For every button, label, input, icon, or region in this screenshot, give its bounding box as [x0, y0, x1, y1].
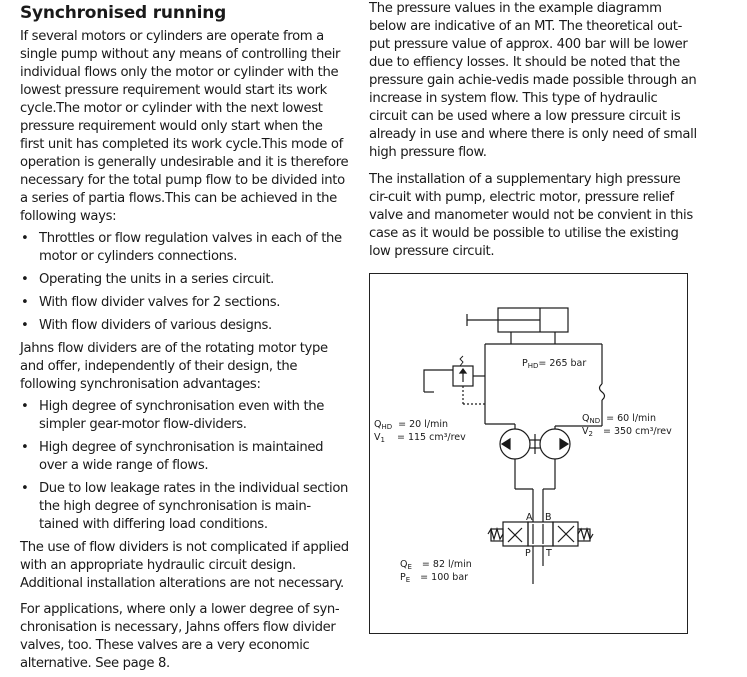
- intro-paragraph: If several motors or cylinders are operate from a single pump without any means of controlling their individual flows only the motor or cylinder with the lowest pressure requirement would start its work cycle.The motor or cylinder with the next lowest pressure requirement would only start when the first unit has completed its work cycle.This mode of operation is generally undesirable and it is therefore necessary for the total pump flow to be divided into a series of partia flows.This can be achieved in the following ways:: [20, 29, 349, 224]
- list-item: • High degree of synchronisation even with the simpler gear-motor flow-dividers.: [21, 399, 325, 432]
- svg-text:QE= 82 l/min: $Q_E = 82$ l/min: [400, 559, 472, 571]
- bullet-icon: •: [21, 440, 29, 455]
- flow-dividers-paragraph: The use of flow dividers is not complicated if applied with an appropriate hydraulic circuit design. Additional installation alterations are not necessary.: [20, 540, 349, 591]
- ways-list: [20, 230, 350, 335]
- advantages-list: [20, 398, 350, 534]
- list-item: • Operating the units in a series circuit.: [21, 272, 274, 287]
- port-a-label: A: [526, 512, 533, 523]
- bullet-icon: •: [21, 272, 29, 287]
- applications-paragraph: For applications, where only a lower degree of syn-chronisation is necessary, Jahns offers flow divider valves, too. These valves are a very economic alternative. See page 8.: [20, 602, 340, 671]
- port-t-label: T: [546, 548, 552, 559]
- spring-icon: [460, 356, 463, 366]
- installation-paragraph: The installation of a supplementary high pressure cir-cuit with pump, electric motor, pressure relief valve and manometer would not be convient in this case as it would be possible to utilise the existing low pressure circuit.: [369, 172, 693, 259]
- left-column: [20, 0, 350, 677]
- bullet-icon: •: [21, 399, 29, 414]
- hydraulic-circuit-diagram: [369, 273, 688, 634]
- svg-text:QND= 60 l/min: $Q_{ND} = 60$ l/min: [582, 413, 656, 425]
- list-item: • Due to low leakage rates in the individual section the high degree of synchronisation is main-tained with differing load conditions.: [21, 481, 349, 532]
- bullet-icon: •: [21, 318, 29, 333]
- svg-text:V2= 350 cm³/rev: $V_2 = 350$ cm³/rev: [582, 426, 672, 438]
- list-item: • With flow divider valves for 2 sections.: [21, 295, 281, 310]
- list-item: • High degree of synchronisation is maintained over a wide range of flows.: [21, 440, 324, 473]
- line-crossing-icon: [600, 384, 605, 400]
- svg-text:V1= 115 cm³/rev: $V_1 = 115$ cm³/rev: [374, 432, 466, 444]
- port-p-label: P: [525, 548, 531, 559]
- circuit-svg: [370, 274, 687, 633]
- directional-valve-icon: [488, 522, 593, 546]
- bullet-icon: •: [21, 481, 29, 496]
- svg-text:PHD= 265 bar: $P_{HD}= 265$ bar: [522, 358, 587, 370]
- jahns-intro-paragraph: Jahns flow dividers are of the rotating motor type and offer, independently of their design, the following synchronisation advantages:: [20, 341, 328, 392]
- svg-text:QHD= 20 l/min: $Q_{HD} = 20$ l/min: [374, 419, 448, 431]
- list-item: • Throttles or flow regulation valves in each of the motor or cylinders connections.: [21, 231, 342, 264]
- port-b-label: B: [545, 512, 552, 523]
- section-heading: Synchronised running: [20, 3, 227, 23]
- bullet-icon: •: [21, 295, 29, 310]
- list-item: • With flow dividers of various designs.: [21, 318, 272, 333]
- example-paragraph: The pressure values in the example diagramm below are indicative of an MT. The theoretical out-put pressure value of approx. 400 bar will be lower due to effiency losses. It should be noted that the pressure gain achie-vedis made possible through an increase in system flow. This type of hydraulic circuit can be used where a low pressure circuit is already in use and where there is only need of small high pressure flow.: [369, 1, 697, 160]
- svg-text:PE= 100 bar: $P_E = 100$ bar: [400, 572, 469, 584]
- bullet-icon: •: [21, 231, 29, 246]
- right-column: [369, 0, 699, 270]
